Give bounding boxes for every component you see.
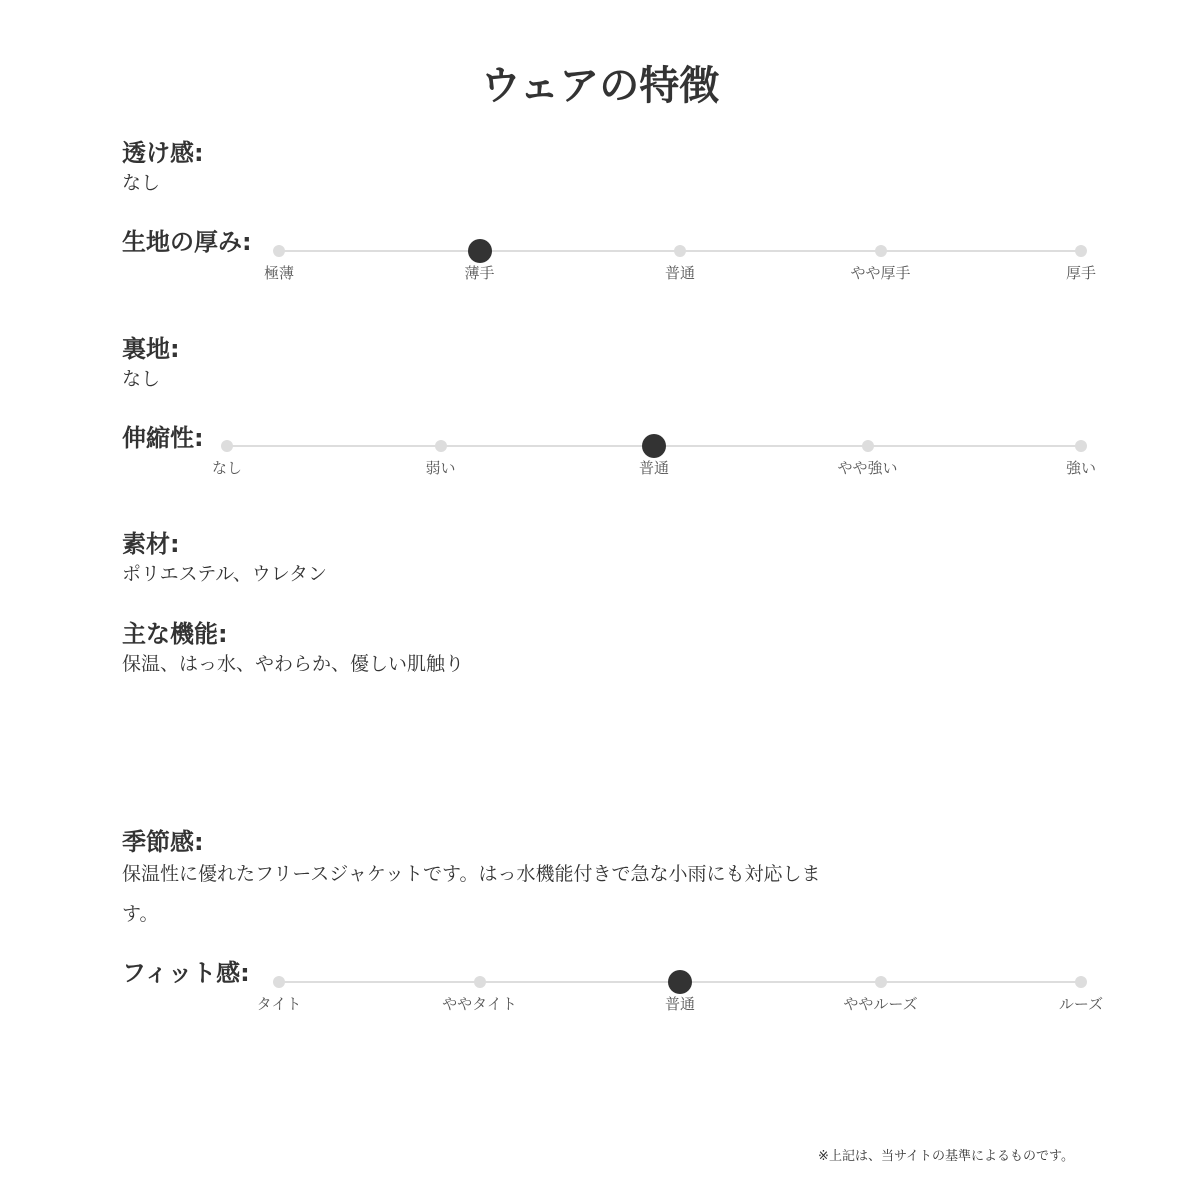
fit-option-label: タイト (256, 995, 302, 1013)
stretch-label: 伸縮性: (122, 424, 204, 452)
fit-dot (1075, 976, 1087, 988)
thickness-option-label: 薄手 (464, 264, 495, 282)
lining-label: 裏地: (122, 335, 180, 363)
thickness-dot (273, 245, 285, 257)
stretch-option-label: なし (211, 459, 242, 477)
lining-value: なし (122, 368, 161, 390)
stretch-dot (862, 440, 874, 452)
transparency-label: 透け感: (122, 139, 204, 167)
thickness-dot (674, 245, 686, 257)
thickness-option-label: 普通 (664, 264, 695, 282)
page-title: ウェアの特徴 (480, 63, 720, 109)
fit-option-label: ルーズ (1058, 995, 1104, 1013)
thickness-scale (263, 237, 1096, 297)
functions-label: 主な機能: (122, 620, 228, 648)
stretch-dot (1075, 440, 1087, 452)
fit-option-label: ややルーズ (843, 995, 918, 1013)
fit-option-label: ややタイト (442, 995, 517, 1013)
material-value: ポリエステル、ウレタン (122, 563, 328, 585)
stretch-scale (211, 432, 1096, 492)
season-label: 季節感: (122, 828, 204, 856)
thickness-dot (875, 245, 887, 257)
thickness-dot (1075, 245, 1087, 257)
thickness-label: 生地の厚み: (122, 228, 252, 256)
functions-value: 保温、はっ水、やわらか、優しい肌触り (122, 653, 465, 675)
fit-option-label: 普通 (664, 995, 695, 1013)
thickness-option-label: やや厚手 (850, 264, 911, 282)
stretch-option-label: やや強い (837, 459, 898, 477)
stretch-option-label: 強い (1065, 459, 1096, 477)
fit-dot (875, 976, 887, 988)
fit-scale (256, 968, 1104, 1028)
fit-selected-dot (668, 970, 692, 994)
footnote: ※上記は、当サイトの基準によるものです。 (818, 1149, 1074, 1164)
season-text-line1: 保温性に優れたフリースジャケットです。はっ水機能付きで急な小雨にも対応しま (122, 863, 821, 885)
season-text-line2: す。 (122, 903, 159, 925)
transparency-value: なし (122, 172, 161, 194)
stretch-selected-dot (642, 434, 666, 458)
fit-dot (273, 976, 285, 988)
material-label: 素材: (122, 530, 180, 558)
fit-label: フィット感: (122, 959, 250, 987)
thickness-option-label: 極薄 (263, 264, 294, 282)
stretch-dot (221, 440, 233, 452)
fit-dot (474, 976, 486, 988)
thickness-option-label: 厚手 (1065, 264, 1096, 282)
stretch-option-label: 弱い (425, 459, 456, 477)
thickness-selected-dot (468, 239, 492, 263)
stretch-dot (435, 440, 447, 452)
stretch-option-label: 普通 (638, 459, 669, 477)
